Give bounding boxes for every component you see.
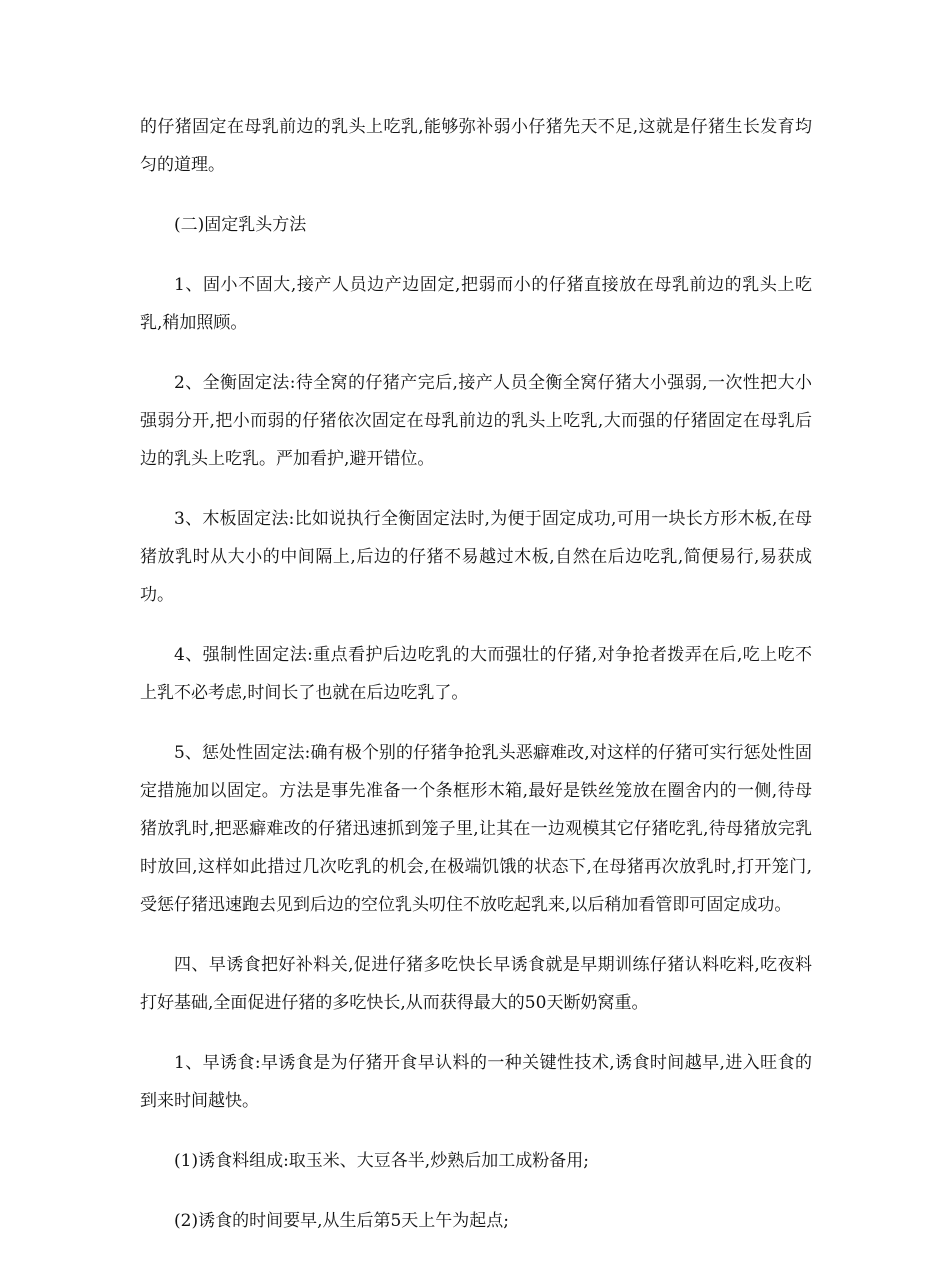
paragraph-method-3: 3、木板固定法:比如说执行全衡固定法时,为便于固定成功,可用一块长方形木板,在母猪放乳时从大小的中间隔上,后边的仔猪不易越过木板,自然在后边吃乳,简便易行,易获成功。 — [140, 509, 812, 605]
list-item-feeding-time: (2)诱食的时间要早,从生后第5天上午为起点; — [174, 1211, 510, 1231]
section-heading-early-feeding: 四、早诱食把好补料关,促进仔猪多吃快长早诱食就是早期训练仔猪认料吃料,吃夜料打好基础,全面促进仔猪的多吃快长,从而获得最大的50天断奶窝重。 — [140, 955, 812, 1013]
paragraph-continuation: 的仔猪固定在母乳前边的乳头上吃乳,能够弥补弱小仔猪先天不足,这就是仔猪生长发育均匀的道理。 — [140, 117, 812, 175]
list-item-feed-composition: (1)诱食料组成:取玉米、大豆各半,炒熟后加工成粉备用; — [174, 1151, 589, 1171]
paragraph-method-2: 2、全衡固定法:待全窝的仔猪产完后,接产人员全衡全窝仔猪大小强弱,一次性把大小强弱分开,把小而弱的仔猪依次固定在母乳前边的乳头上吃乳,大而强的仔猪固定在母乳后边的乳头上吃乳。严加看护,避开错位。 — [140, 373, 812, 469]
paragraph-method-4: 4、强制性固定法:重点看护后边吃乳的大而强壮的仔猪,对争抢者拨弄在后,吃上吃不上乳不必考虑,时间长了也就在后边吃乳了。 — [140, 645, 812, 703]
paragraph-early-feeding-1: 1、早诱食:早诱食是为仔猪开食早认料的一种关键性技术,诱食时间越早,进入旺食的到来时间越快。 — [140, 1053, 812, 1111]
paragraph-method-5: 5、惩处性固定法:确有极个别的仔猪争抢乳头恶癖难改,对这样的仔猪可实行惩处性固定措施加以固定。方法是事先准备一个条框形木箱,最好是铁丝笼放在圈舍内的一侧,待母猪放乳时,把恶癖难改的仔猪迅速抓到笼子里,让其在一边观模其它仔猪吃乳,待母猪放完乳时放回,这样如此措过几次吃乳的机会,在极端饥饿的状态下,在母猪再次放乳时,打开笼门,受惩仔猪迅速跑去见到后边的空位乳头叨住不放吃起乳来,以后稍加看管即可固定成功。 — [140, 743, 812, 915]
section-heading-fixing-method: (二)固定乳头方法 — [174, 215, 307, 235]
document-body — [140, 108, 812, 1262]
paragraph-method-1: 1、固小不固大,接产人员边产边固定,把弱而小的仔猪直接放在母乳前边的乳头上吃乳,稍加照顾。 — [140, 275, 812, 333]
